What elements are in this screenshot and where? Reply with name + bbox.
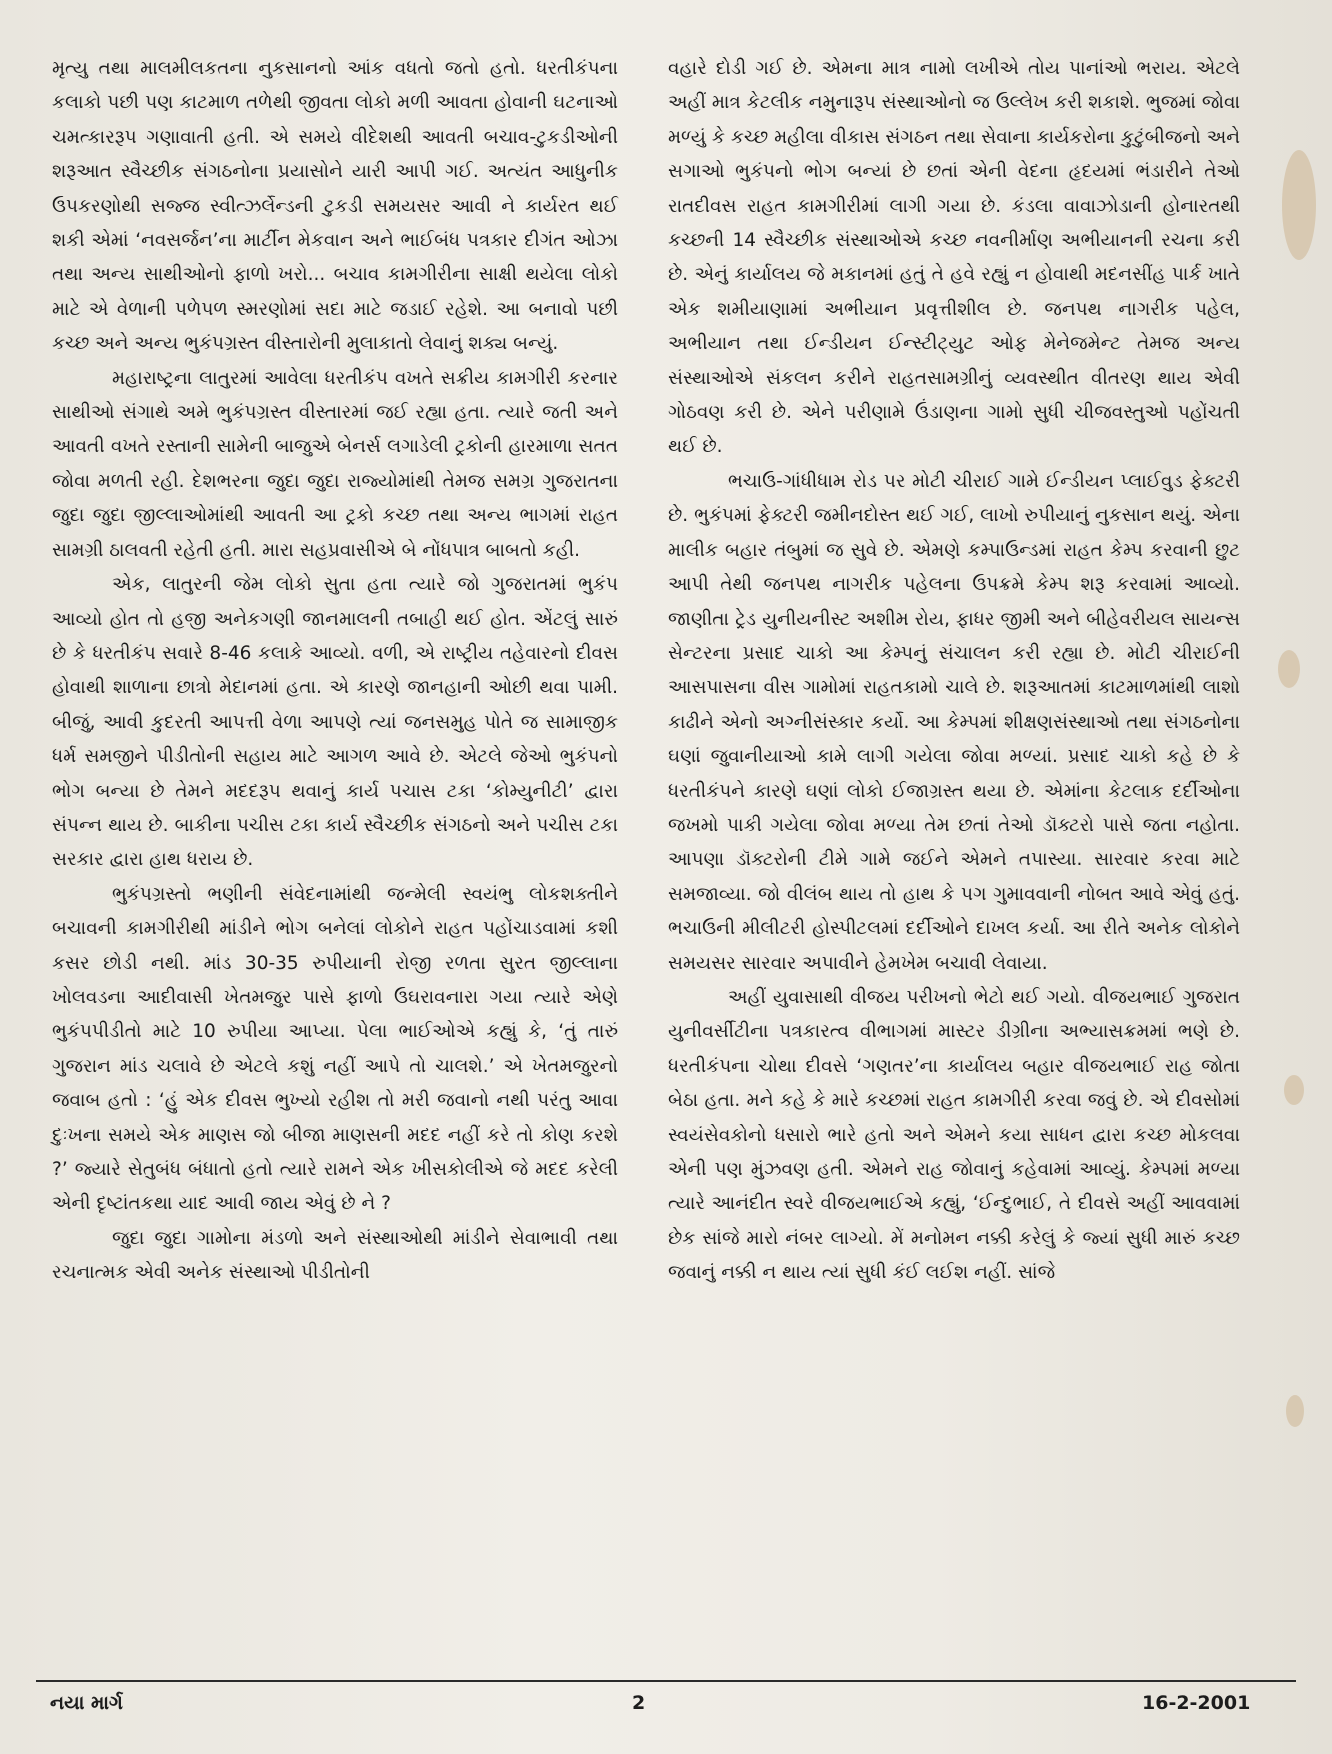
left-paragraph-1: મૃત્યુ તથા માલમીલકતના નુકસાનનો આંક વધતો જતો હતો. ધરતીકંપના કલાકો પછી પણ કાટમાળ તળેથી જીવતા લોકો મળી આવતા હોવાની ઘટનાઓ ચમત્કારરૂપ ગણાવાતી હતી. એ સમયે વીદેશથી આવતી બચાવ-ટુકડીઓની શરૂઆત સ્વૈચ્છીક સંગઠનોના પ્રયાસોને યારી આપી ગઈ. અત્યંત આધુનીક ઉપકરણોથી સજ્જ સ્વીત્ઝર્લેન્ડની ટુકડી સમયસર આવી ને કાર્યરત થઈ શકી એમાં ‘નવસર્જન’ના માર્ટીન મેકવાન અને ભાઈબંધ પત્રકાર દીગંત ઓઝા તથા અન્ય સાથીઓનો ફાળો ખરો... બચાવ કામગીરીના સાક્ષી થયેલા લોકો માટે એ વેળાની પળેપળ સ્મરણોમાં સદા માટે જડાઈ રહેશે. આ બનાવો પછી કચ્છ અને અન્ય ભુકંપગ્રસ્ત વીસ્તારોની મુલાકાતો લેવાનું શક્ય બન્યું.: [52, 58, 618, 355]
right-column: [668, 52, 1240, 1291]
right-paragraph-1: વહારે દોડી ગઈ છે. એમના માત્ર નામો લખીએ તોય પાનાંઓ ભરાય. એટલે અહીં માત્ર કેટલીક નમુનારૂપ સંસ્થાઓનો જ ઉલ્લેખ કરી શકાશે. ભુજમાં જોવા મળ્યું કે કચ્છ મહીલા વીકાસ સંગઠન તથા સેવાના કાર્યકરોના કુટુંબીજનો અને સગાઓ ભુકંપનો ભોગ બન્યાં છે છતાં એની વેદના હૃદયમાં ભંડારીને તેઓ રાતદીવસ રાહત કામગીરીમાં લાગી ગયા છે. કંડલા વાવાઝોડાની હોનારતથી કચ્છની 14 સ્વૈચ્છીક સંસ્થાઓએ કચ્છ નવનીર્માણ અભીયાનની રચના કરી છે. એનું કાર્યાલય જે મકાનમાં હતું તે હવે રહ્યું ન હોવાથી મદનસીંહ પાર્ક ખાતે એક શમીયાણામાં અભીયાન પ્રવૃત્તીશીલ છે. જનપથ નાગરીક પહેલ, અભીયાન તથા ઈન્ડીયન ઈન્સ્ટીટ્યુટ ઓફ મેનેજમેન્ટ તેમજ અન્ય સંસ્થાઓએ સંકલન કરીને રાહતસામગ્રીનું વ્યવસ્થીત વીતરણ થાય એવી ગોઠવણ કરી છે. એને પરીણામે ઉંડાણના ગામો સુધી ચીજવસ્તુઓ પહોંચતી થઈ છે.: [668, 58, 1241, 458]
left-paragraph-4: ભુકંપગ્રસ્તો ભણીની સંવેદનામાંથી જન્મેલી સ્વયંભુ લોકશક્તીને બચાવની કામગીરીથી માંડીને ભોગ બનેલાં લોકોને રાહત પહોંચાડવામાં કશી કસર છોડી નથી. માંડ 30-35 રુપીયાની રોજી રળતા સુરત જીલ્લાના ખોલવડના આદીવાસી ખેતમજુર પાસે ફાળો ઉઘરાવનારા ગયા ત્યારે એણે ભુકંપપીડીતો માટે 10 રુપીયા આપ્યા. પેલા ભાઈઓએ કહ્યું કે, ‘તું તારું ગુજરાન માંડ ચલાવે છે એટલે કશું નહીં આપે તો ચાલશે.’ એ ખેતમજુરનો જવાબ હતો : ‘હું એક દીવસ ભુખ્યો રહીશ તો મરી જવાનો નથી પરંતુ આવા દુઃખના સમયે એક માણસ જો બીજા માણસની મદદ નહીં કરે તો કોણ કરશે ?’ જ્યારે સેતુબંધ બંધાતો હતો ત્યારે રામને એક ખીસકોલીએ જે મદદ કરેલી એની દૃષ્ટાંતકથા યાદ આવી જાય એવું છે ને ?: [52, 883, 618, 1215]
paper-tear-mark: [1284, 1075, 1304, 1105]
publication-name: નયા માર્ગ: [50, 1692, 123, 1714]
right-paragraph-3: અહીં યુવાસાથી વીજય પરીખનો ભેટો થઈ ગયો. વીજયભાઈ ગુજરાત યુનીવર્સીટીના પત્રકારત્વ વીભાગમાં માસ્ટર ડીગ્રીના અભ્યાસક્રમમાં ભણે છે. ધરતીકંપના ચોથા દીવસે ‘ગણતર’ના કાર્યાલય બહાર વીજયભાઈ રાહ જોતા બેઠા હતા. મને કહે કે મારે કચ્છમાં રાહત કામગીરી કરવા જવું છે. એ દીવસોમાં સ્વયંસેવકોનો ધસારો ભારે હતો અને એમને કયા સાધન દ્વારા કચ્છ મોકલવા એની પણ મુંઝવણ હતી. એમને રાહ જોવાનું કહેવામાં આવ્યું. કેમ્પમાં મળ્યા ત્યારે આનંદીત સ્વરે વીજયભાઈએ કહ્યું, ‘ઈન્દુભાઈ, તે દીવસે અહીં આવવામાં છેક સાંજે મારો નંબર લાગ્યો. મેં મનોમન નક્કી કરેલું કે જ્યાં સુધી મારું કચ્છ જવાનું નક્કી ન થાય ત્યાં સુધી કંઈ લઈશ નહીં. સાંજે: [668, 986, 1240, 1284]
paper-tear-mark: [1286, 1395, 1304, 1427]
footer-rule: [36, 1680, 1296, 1682]
page-number: 2: [632, 1692, 646, 1714]
left-paragraph-2: મહારાષ્ટ્રના લાતુરમાં આવેલા ધરતીકંપ વખતે સક્રીય કામગીરી કરનાર સાથીઓ સંગાથે અમે ભુકંપગ્રસ્ત વીસ્તારમાં જઈ રહ્યા હતા. ત્યારે જતી અને આવતી વખતે રસ્તાની સામેની બાજુએ બેનર્સ લગાડેલી ટ્રકોની હારમાળા સતત જોવા મળતી રહી. દેશભરના જુદા જુદા રાજ્યોમાંથી તેમજ સમગ્ર ગુજરાતના જુદા જુદા જીલ્લાઓમાંથી આવતી આ ટ્રકો કચ્છ તથા અન્ય ભાગમાં રાહત સામગ્રી ઠાલવતી રહેતી હતી. મારા સહપ્રવાસીએ બે નોંધપાત્ર બાબતો કહી.: [52, 367, 618, 561]
left-paragraph-5: જુદા જુદા ગામોના મંડળો અને સંસ્થાઓથી માંડીને સેવાભાવી તથા રચનાત્મક એવી અનેક સંસ્થાઓ પીડીતોની: [52, 1227, 618, 1284]
issue-date: 16-2-2001: [1142, 1692, 1251, 1714]
paper-tear-mark: [1282, 150, 1316, 260]
left-paragraph-3: એક, લાતુરની જેમ લોકો સુતા હતા ત્યારે જો ગુજરાતમાં ભુકંપ આવ્યો હોત તો હજી અનેકગણી જાનમાલની તબાહી થઈ હોત. એંટલું સારું છે કે ધરતીકંપ સવારે 8-46 કલાકે આવ્યો. વળી, એ રાષ્ટ્રીય તહેવારનો દીવસ હોવાથી શાળાના છાત્રો મેદાનમાં હતા. એ કારણે જાનહાની ઓછી થવા પામી. બીજું, આવી કુદરતી આપત્તી વેળા આપણે ત્યાં જનસમુહ પોતે જ સામાજીક ધર્મ સમજીને પીડીતોની સહાય માટે આગળ આવે છે. એટલે જેઓ ભુકંપનો ભોગ બન્યા છે તેમને મદદરૂપ થવાનું કાર્ય પચાસ ટકા ‘કોમ્યુનીટી’ દ્વારા સંપન્ન થાય છે. બાકીના પચીસ ટકા કાર્ય સ્વૈચ્છીક સંગઠનો અને પચીસ ટકા સરકાર દ્વારા હાથ ધરાય છે.: [52, 574, 618, 871]
right-paragraph-2: ભચાઉ-ગાંધીધામ રોડ પર મોટી ચીરાઈ ગામે ઈન્ડીયન પ્લાઈવુડ ફેક્ટરી છે. ભુકંપમાં ફેક્ટરી જમીનદોસ્ત થઈ ગઈ, લાખો રુપીયાનું નુકસાન થયું. એના માલીક બહાર તંબુમાં જ સુવે છે. એમણે કમ્પાઉન્ડમાં રાહત કેમ્પ કરવાની છુટ આપી તેથી જનપથ નાગરીક પહેલના ઉપક્રમે કેમ્પ શરૂ કરવામાં આવ્યો. જાણીતા ટ્રેડ યુનીયનીસ્ટ અશીમ રોય, ફાધર જીમી અને બીહેવરીયલ સાયન્સ સેન્ટરના પ્રસાદ ચાકો આ કેમ્પનું સંચાલન કરી રહ્યા છે. મોટી ચીરાઈની આસપાસના વીસ ગામોમાં રાહતકામો ચાલે છે. શરૂઆતમાં કાટમાળમાંથી લાશો કાઢીને એનો અગ્નીસંસ્કાર કર્યો. આ કેમ્પમાં શીક્ષણસંસ્થાઓ તથા સંગઠનોના ઘણાં જુવાનીયાઓ કામે લાગી ગયેલા જોવા મળ્યાં. પ્રસાદ ચાકો કહે છે કે ધરતીકંપને કારણે ઘણાં લોકો ઈજાગ્રસ્ત થયા છે. એમાંના કેટલાક દર્દીઓના જખમો પાકી ગયેલા જોવા મળ્યા તેમ છતાં તેઓ ડૉક્ટરો પાસે જતા નહોતા. આપણા ડૉક્ટરોની ટીમે ગામે જઈને એમને તપાસ્યા. સારવાર કરવા માટે સમજાવ્યા. જો વીલંબ થાય તો હાથ કે પગ ગુમાવવાની નોબત આવે એવું હતું. ભચાઉની મીલીટરી હોસ્પીટલમાં દર્દીઓને દાખલ કર્યા. આ રીતે અનેક લોકોને સમયસર સારવાર અપાવીને હેમખેમ બચાવી લેવાયા.: [668, 470, 1240, 974]
paper-tear-mark: [1278, 650, 1300, 688]
left-column: [52, 52, 618, 1291]
